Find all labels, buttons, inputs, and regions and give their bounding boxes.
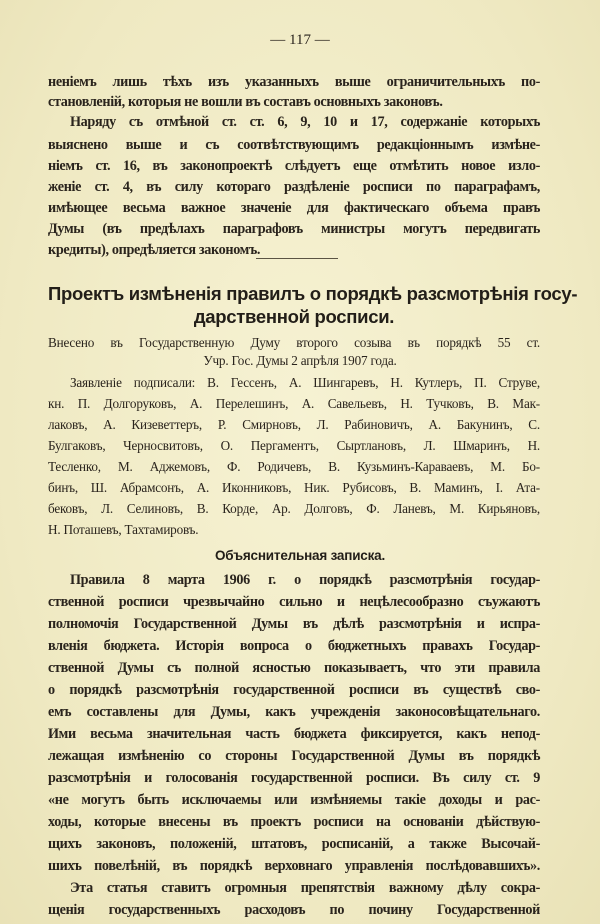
text-line: вленія бюджета. Исторія вопроса о бюджетныхъ правахъ Государ- (48, 638, 540, 654)
signatories-line: Тесленко, М. Аджемовъ, Ф. Родичевъ, В. Кузьминъ-Караваевъ, М. Бо- (48, 459, 540, 474)
text-line: Ими весьма значительная часть бюджета фиксируется, какъ непод- (48, 726, 540, 742)
section-title-line-1: Проектъ измѣненія правилъ о порядкѣ разсмотрѣнія госу- (48, 283, 578, 304)
introduced-note: Учр. Гос. Думы 2 апрѣля 1907 года. (203, 353, 397, 368)
text-line: разсмотрѣнія и голосованія государственной росписи. Въ силу ст. 9 (48, 770, 540, 786)
text-line: имѣющее весьма важное значеніе для фактическаго объема правъ (48, 200, 540, 216)
introduced-note: Внесено въ Государственную Думу второго созыва въ порядкѣ 55 ст. (48, 335, 540, 350)
text-line: ственной Думы съ полной ясностью показываетъ, что эти правила (48, 660, 540, 676)
text-line: Правила 8 марта 1906 г. о порядкѣ разсмотрѣнія государ- (70, 572, 540, 588)
text-line: «не могутъ быть исключаемы или измѣняемы такіе доходы и рас- (48, 792, 540, 808)
text-line: Думы (въ предѣлахъ параграфовъ министры могутъ передвигать (48, 221, 540, 237)
text-line: емъ составлены для Думы, какъ учрежденія законосовѣщательнаго. (48, 704, 540, 720)
text-line: полномочія Государственной Думы въ дѣлѣ разсмотрѣнія и испра- (48, 616, 540, 632)
signatories-line: Булгаковъ, Черносвитовъ, О. Пергаментъ, Сыртлановъ, Л. Шмаринъ, Н. (48, 438, 540, 453)
text-line: кредиты), опредѣляется закономъ. (48, 242, 261, 258)
text-line: ходы, которые внесены въ проектъ росписи на основаніи дѣйствую- (48, 814, 540, 830)
text-line: женіе ст. 4, въ силу котораго раздѣленіе росписи по параграфамъ, (48, 179, 540, 195)
signatories-line: лаковъ, А. Кизеветтеръ, Р. Смирновъ, Л. Рабиновичъ, А. Бакунинъ, С. (48, 417, 540, 432)
page-number: — 117 — (270, 32, 330, 48)
text-line: неніемъ лишь тѣхъ изъ указанныхъ выше ограничительныхъ по- (48, 74, 540, 90)
text-line: щихъ законовъ, положеній, штатовъ, росписаній, а также Высочай- (48, 836, 540, 852)
signatories-line: бековъ, Л. Селиновъ, В. Корде, Ар. Долговъ, Ф. Ланевъ, М. Кирьяновъ, (48, 501, 540, 516)
signatories-line: кн. П. Долгоруковъ, А. Перелешинъ, А. Савельевъ, Н. Тучковъ, В. Мак- (48, 396, 540, 411)
text-line: ственной росписи чрезвычайно сильно и нецѣлесообразно съужаютъ (48, 594, 540, 610)
text-line: о порядкѣ разсмотрѣнія государственной росписи въ существѣ сво- (48, 682, 540, 698)
text-line: Наряду съ отмѣной ст. ст. 6, 9, 10 и 17, содержаніе которыхъ (70, 114, 540, 130)
text-line: выяснено выше и съ соотвѣтствующимъ редакціоннымъ измѣне- (48, 137, 540, 153)
text-line: шихъ повелѣній, въ порядкѣ верховнаго управленія послѣдовавшихъ». (48, 858, 540, 874)
text-line: Эта статья ставитъ огромныя препятствія важному дѣлу сокра- (70, 880, 540, 896)
signatories-line: Заявленіе подписали: В. Гессенъ, А. Шингаревъ, Н. Кутлеръ, П. Струве, (70, 375, 540, 390)
signatories-line: Н. Поташевъ, Тахтамировъ. (48, 522, 199, 537)
text-line: ніемъ ст. 16, въ законопроектѣ слѣдуетъ еще отмѣтить новое изло- (48, 158, 540, 174)
text-line: лежащая измѣненію со стороны Государственной Думы въ порядкѣ (48, 748, 540, 764)
section-divider (256, 258, 338, 259)
text-line: становленій, которыя не вошли въ составъ основныхъ законовъ. (48, 94, 443, 110)
text-line: щенія государственныхъ расходовъ по почину Государственной (48, 902, 540, 918)
explanatory-note-heading: Объяснительная записка. (214, 548, 386, 563)
section-title-line-2: дарственной росписи. (193, 306, 395, 327)
signatories-line: бинъ, Ш. Абрамсонъ, А. Иконниковъ, Ник. Рубисовъ, В. Маминъ, І. Ата- (48, 480, 540, 495)
